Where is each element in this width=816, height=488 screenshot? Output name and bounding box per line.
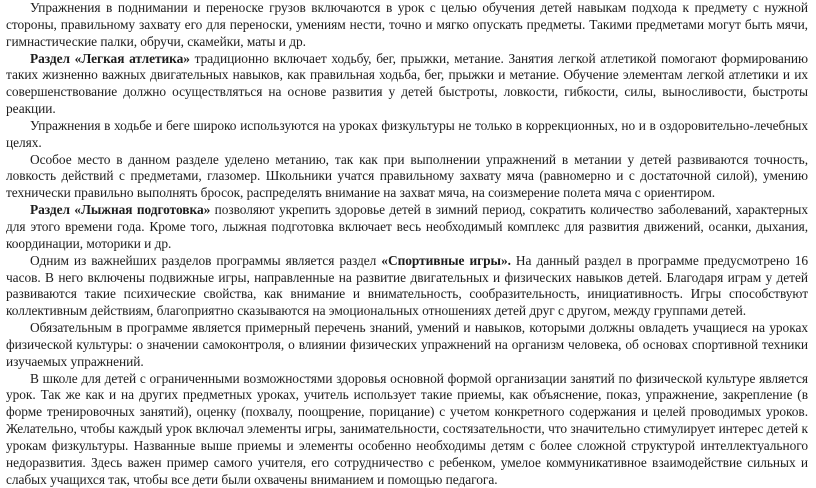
paragraph-throwing: [6, 152, 808, 203]
text-segment: позволяют укрепить здоровье детей в зимний период, сократить количество заболеваний, характерных для этого времени года. Кроме того, лыжная подготовка включает весь необходимый комплекс для развития движений, осанки, дыхания, координации, моторики и др.: [6, 202, 808, 251]
text-segment: Одним из важнейших разделов программы является раздел: [30, 252, 382, 268]
text-segment: Особое место в данном разделе уделено метанию, так как при выполнении упражнений в метании у детей развиваются точность, ловкость действий с предметами, глазомер. Школьники учатся правильному захвату мяча (равномерно и с достаточной силой), умению технически правильно выполнять бросок, распределять внимание на захват мяча, на соизмерение полета мяча с ориентиром.: [6, 151, 808, 201]
paragraph-walking-running: [6, 118, 808, 152]
text-segment: Упражнения в поднимании и переноске грузов включаются в урок с целью обучения детей навыкам подхода к предмету с нужной стороны, правильному захвату его для переноски, умениям нести, точно и мягко опускать предметы. Такими предметами могут быть мячи, гимнастические палки, обручи, скамейки, маты и др.: [6, 0, 808, 49]
paragraph-athletics-section: [6, 51, 808, 118]
paragraph-ski-section: [6, 202, 808, 253]
paragraph-lesson-form: [6, 371, 808, 488]
text-segment: В школе для детей с ограниченными возможностями здоровья основной формой организации занятий по физической культуре является урок. Так же как и на других предметных уроках, учитель использует такие приемы, как объяснение, показ, упражнение, закрепление (в форме тренировочных занятий), оценку (похвалу, поощрение, порицание) с учетом конкретного содержания и целей проводимых уроков. Желательно, чтобы каждый урок включал элементы игры, занимательности, состязательности, что значительно стимулирует интерес детей к урокам физкультуры. Названные выше приемы и элементы особенно необходимы детям с более сложной структурой интеллектуального недоразвития. Здесь важен пример самого учителя, его сотрудничество с ребенком, умелое коммуникативное взаимодействие сильных и слабых учащихся так, чтобы все дети были охвачены вниманием и помощью педагога.: [6, 370, 808, 487]
section-title-athletics: Раздел «Легкая атлетика»: [30, 50, 190, 66]
paragraph-lifting-carrying: [6, 0, 808, 51]
text-segment: Упражнения в ходьбе и беге широко используются на уроках физкультуры не только в коррекционных, но и в оздоровительно-лечебных целях.: [6, 117, 808, 150]
section-title-ski: Раздел «Лыжная подготовка»: [30, 202, 211, 218]
paragraph-knowledge-list: [6, 320, 808, 371]
text-segment: Обязательным в программе является примерный перечень знаний, умений и навыков, которыми должны овладеть учащиеся на уроках физической культуры: о значении самоконтроля, о влиянии физических упражнений на организм человека, об основах спортивной техники изучаемых упражнений.: [6, 320, 808, 369]
paragraph-sport-games-section: [6, 253, 808, 320]
text-segment: традиционно включает ходьбу, бег, прыжки, метание. Занятия легкой атлетикой помогают формированию таких жизненно важных двигательных навыков, как правильная ходьба, бег, прыжки и метание. Обучение элементам легкой атлетики и их совершенствование должно осуществляться на основе развития у детей быстроты, ловкости, гибкости, силы, выносливости, быстроты реакции.: [6, 50, 808, 117]
section-title-sport-games: «Спортивные игры».: [381, 252, 511, 268]
text-segment: На данный раздел в программе предусмотрено 16 часов. В него включены подвижные игры, направленные на развитие двигательных и физических навыков детей. Благодаря играм у детей развиваются такие психические свойства, как внимание и внимательность, сообразительность, инициативность. Игры способствуют коллективным действиям, благоприятно сказываются на эмоциональных отношениях детей друг с другом, между группами детей.: [6, 252, 808, 319]
